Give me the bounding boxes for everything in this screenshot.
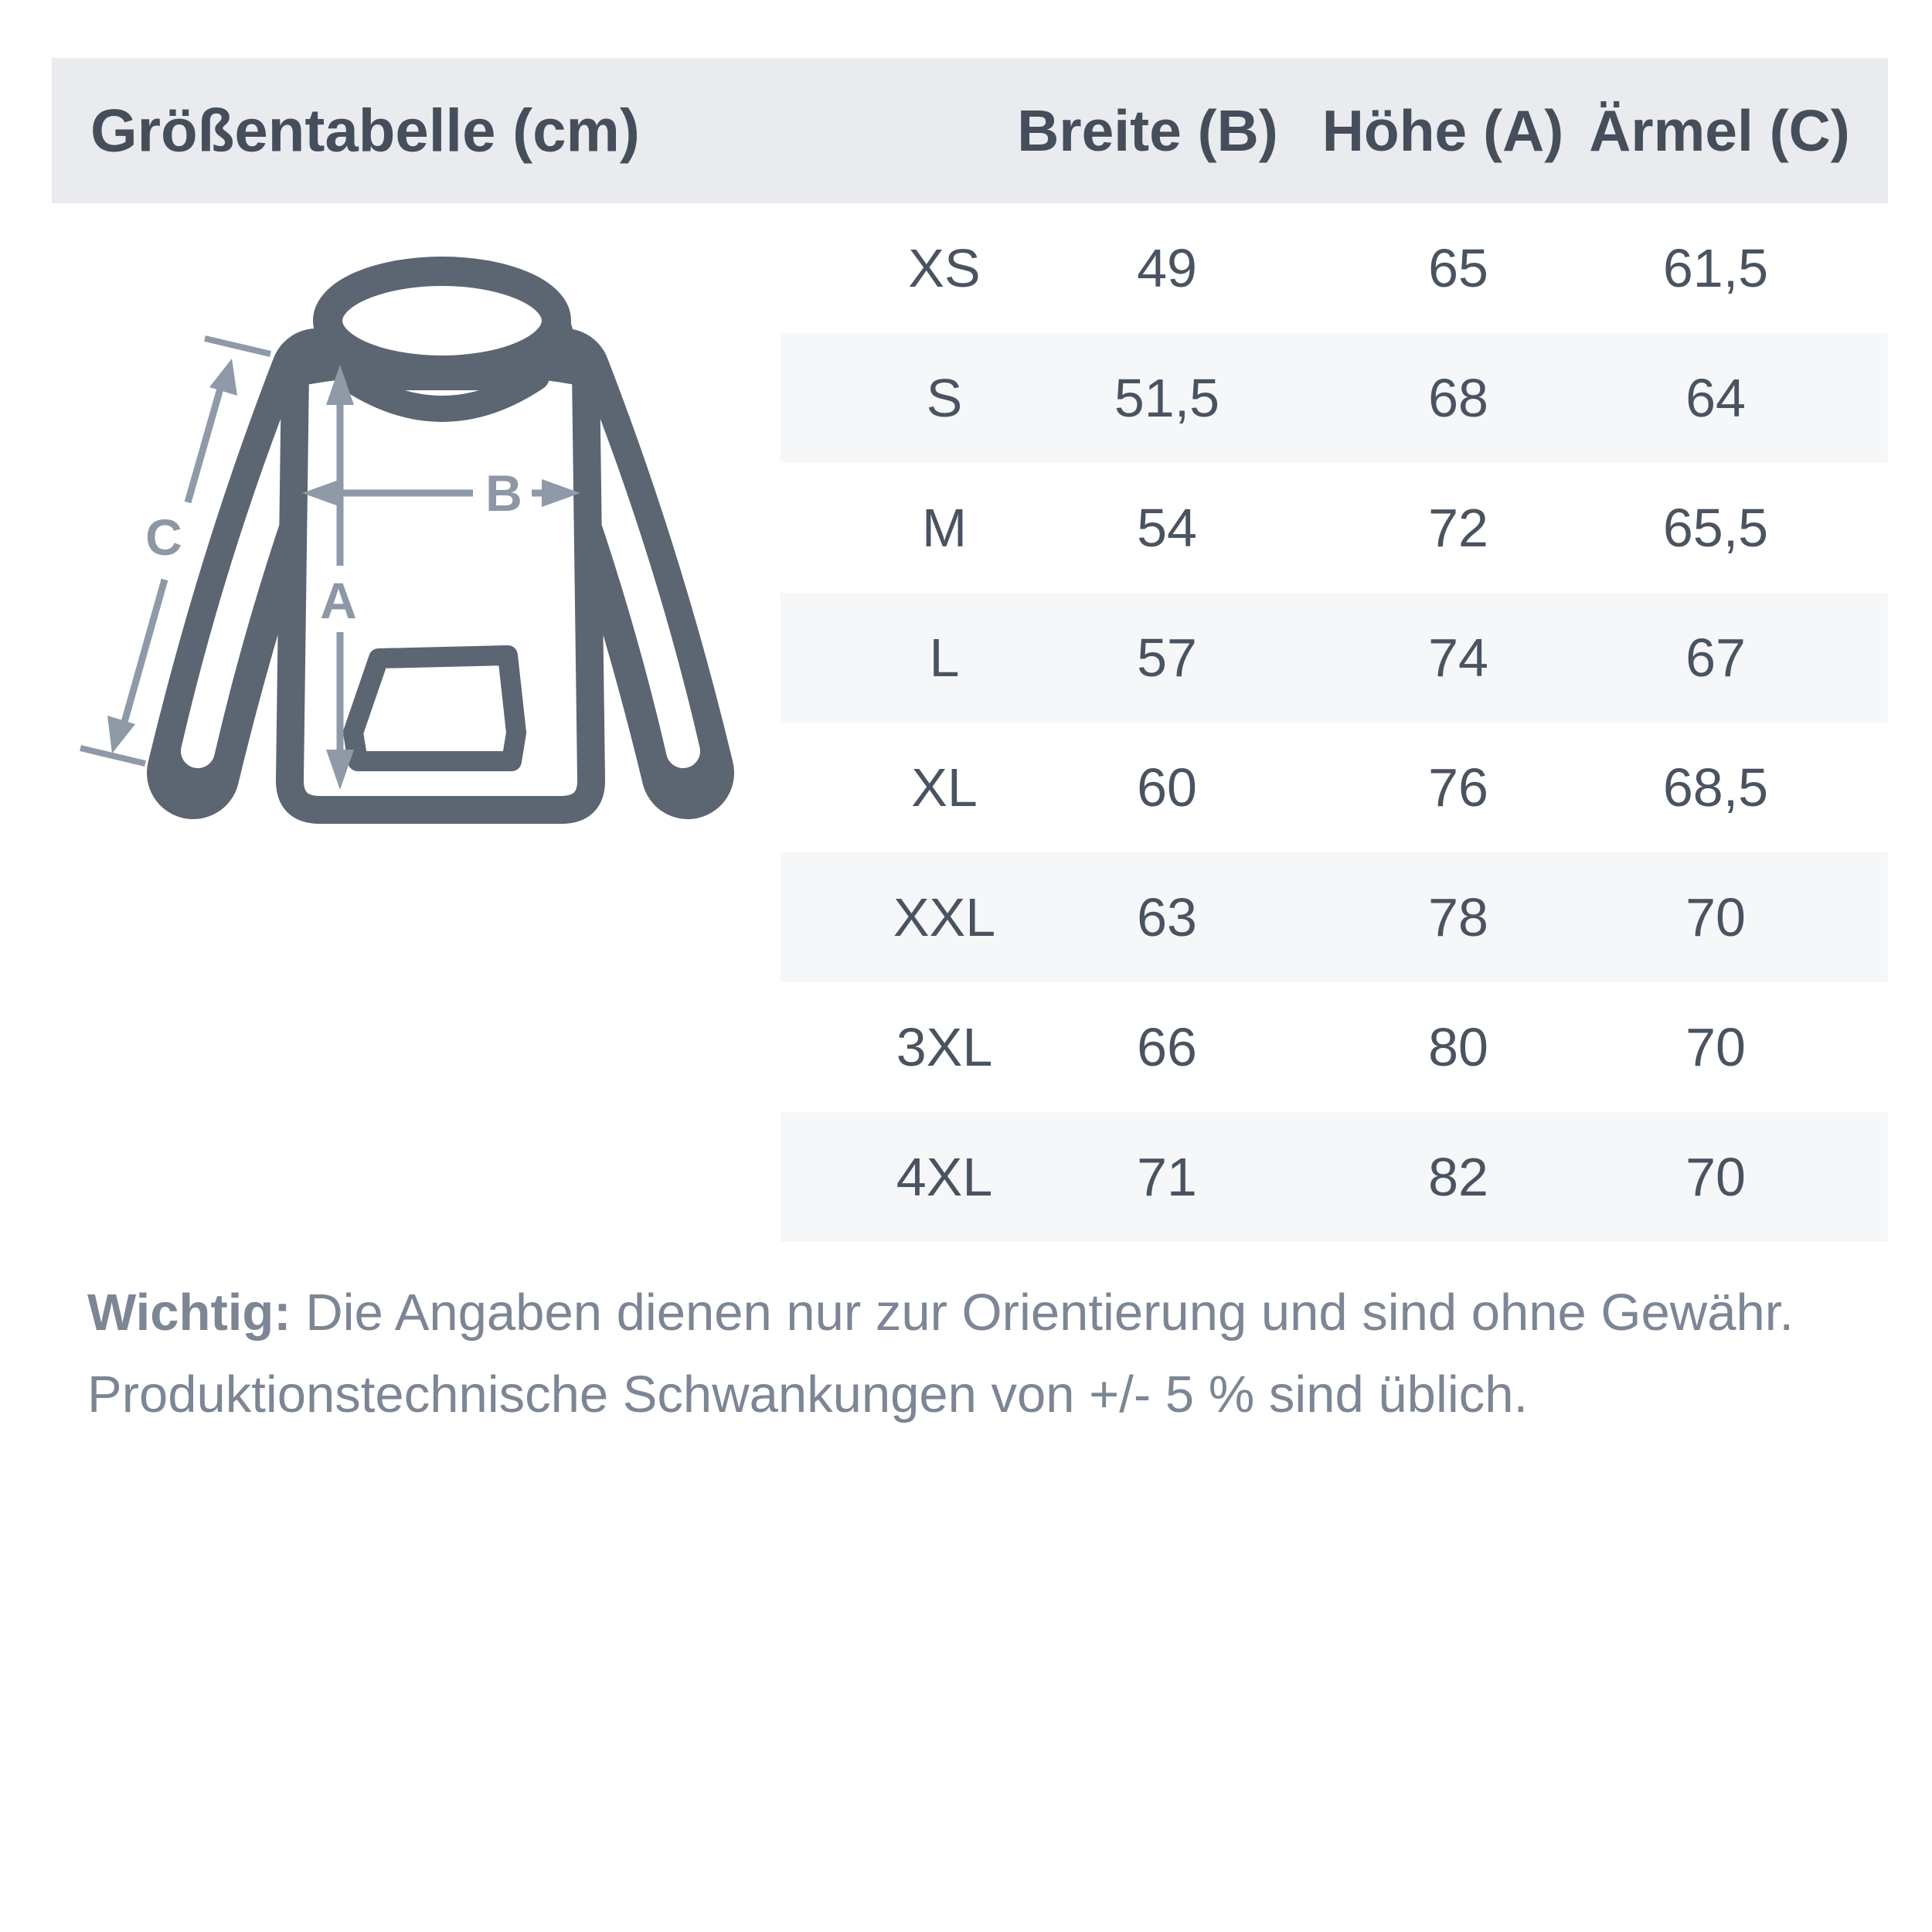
hoehe-value: 82 [1428, 1147, 1488, 1207]
hoodie-pocket [353, 655, 516, 761]
hoodie-measurement-diagram [46, 185, 819, 927]
column-header-hoehe: Höhe (A) [1321, 98, 1564, 163]
aermel-value: 61,5 [1662, 238, 1769, 298]
table-row-3xl [781, 982, 1888, 1112]
hoehe-value: 76 [1428, 757, 1488, 818]
table-row-m [781, 463, 1888, 593]
breite-value: 51,5 [1114, 368, 1220, 428]
table-row-xs [781, 203, 1888, 333]
hoehe-value: 68 [1428, 368, 1488, 428]
table-row-l [781, 593, 1888, 723]
aermel-value: 70 [1685, 887, 1746, 947]
aermel-value: 65,5 [1662, 498, 1769, 558]
aermel-value: 70 [1685, 1017, 1746, 1077]
aermel-value: 67 [1685, 628, 1746, 688]
breite-value: 71 [1137, 1147, 1197, 1207]
hoehe-value: 80 [1428, 1017, 1488, 1077]
table-row-xxl [781, 852, 1888, 982]
table-row-s [781, 333, 1888, 463]
size-table [781, 203, 1888, 1242]
size-label: XS [908, 238, 981, 298]
breite-value: 66 [1137, 1017, 1197, 1077]
column-header-aermel: Ärmel (C) [1589, 98, 1850, 163]
column-header-breite: Breite (B) [1017, 98, 1278, 163]
size-label: M [921, 498, 968, 558]
breite-value: 63 [1137, 887, 1197, 947]
size-label: 4XL [896, 1147, 993, 1207]
aermel-value: 64 [1685, 368, 1746, 428]
breite-value: 54 [1137, 498, 1197, 558]
hoehe-value: 72 [1428, 498, 1488, 558]
size-label: L [929, 628, 960, 688]
size-label: XXL [893, 887, 996, 947]
hoehe-value: 78 [1428, 887, 1488, 947]
size-label: XL [911, 757, 978, 818]
hoehe-value: 74 [1428, 628, 1488, 688]
page-title: Größentabelle (cm) [90, 96, 640, 165]
table-row-4xl [781, 1112, 1888, 1242]
aermel-value: 70 [1685, 1147, 1746, 1207]
header-band [52, 58, 1888, 203]
hoehe-value: 65 [1428, 238, 1488, 298]
aermel-value: 68,5 [1662, 757, 1769, 818]
disclaimer-line1: Die Angaben dienen nur zur Orientierung und sind ohne Gewähr. [305, 1284, 1794, 1342]
dimension-label-c: C [145, 509, 182, 566]
table-row-xl [781, 723, 1888, 852]
breite-value: 60 [1137, 757, 1197, 818]
disclaimer-note [87, 1272, 1872, 1436]
hoodie-hood [328, 271, 560, 409]
disclaimer-line2: Produktionstechnische Schwankungen von +/- 5 % sind üblich. [87, 1366, 1529, 1423]
size-label: 3XL [896, 1017, 993, 1077]
breite-value: 49 [1137, 238, 1197, 298]
disclaimer-label: Wichtig: [87, 1284, 291, 1342]
size-label: S [926, 368, 963, 428]
dimension-label-a: A [320, 572, 357, 629]
dimension-label-b: B [485, 464, 522, 522]
breite-value: 57 [1137, 628, 1197, 688]
